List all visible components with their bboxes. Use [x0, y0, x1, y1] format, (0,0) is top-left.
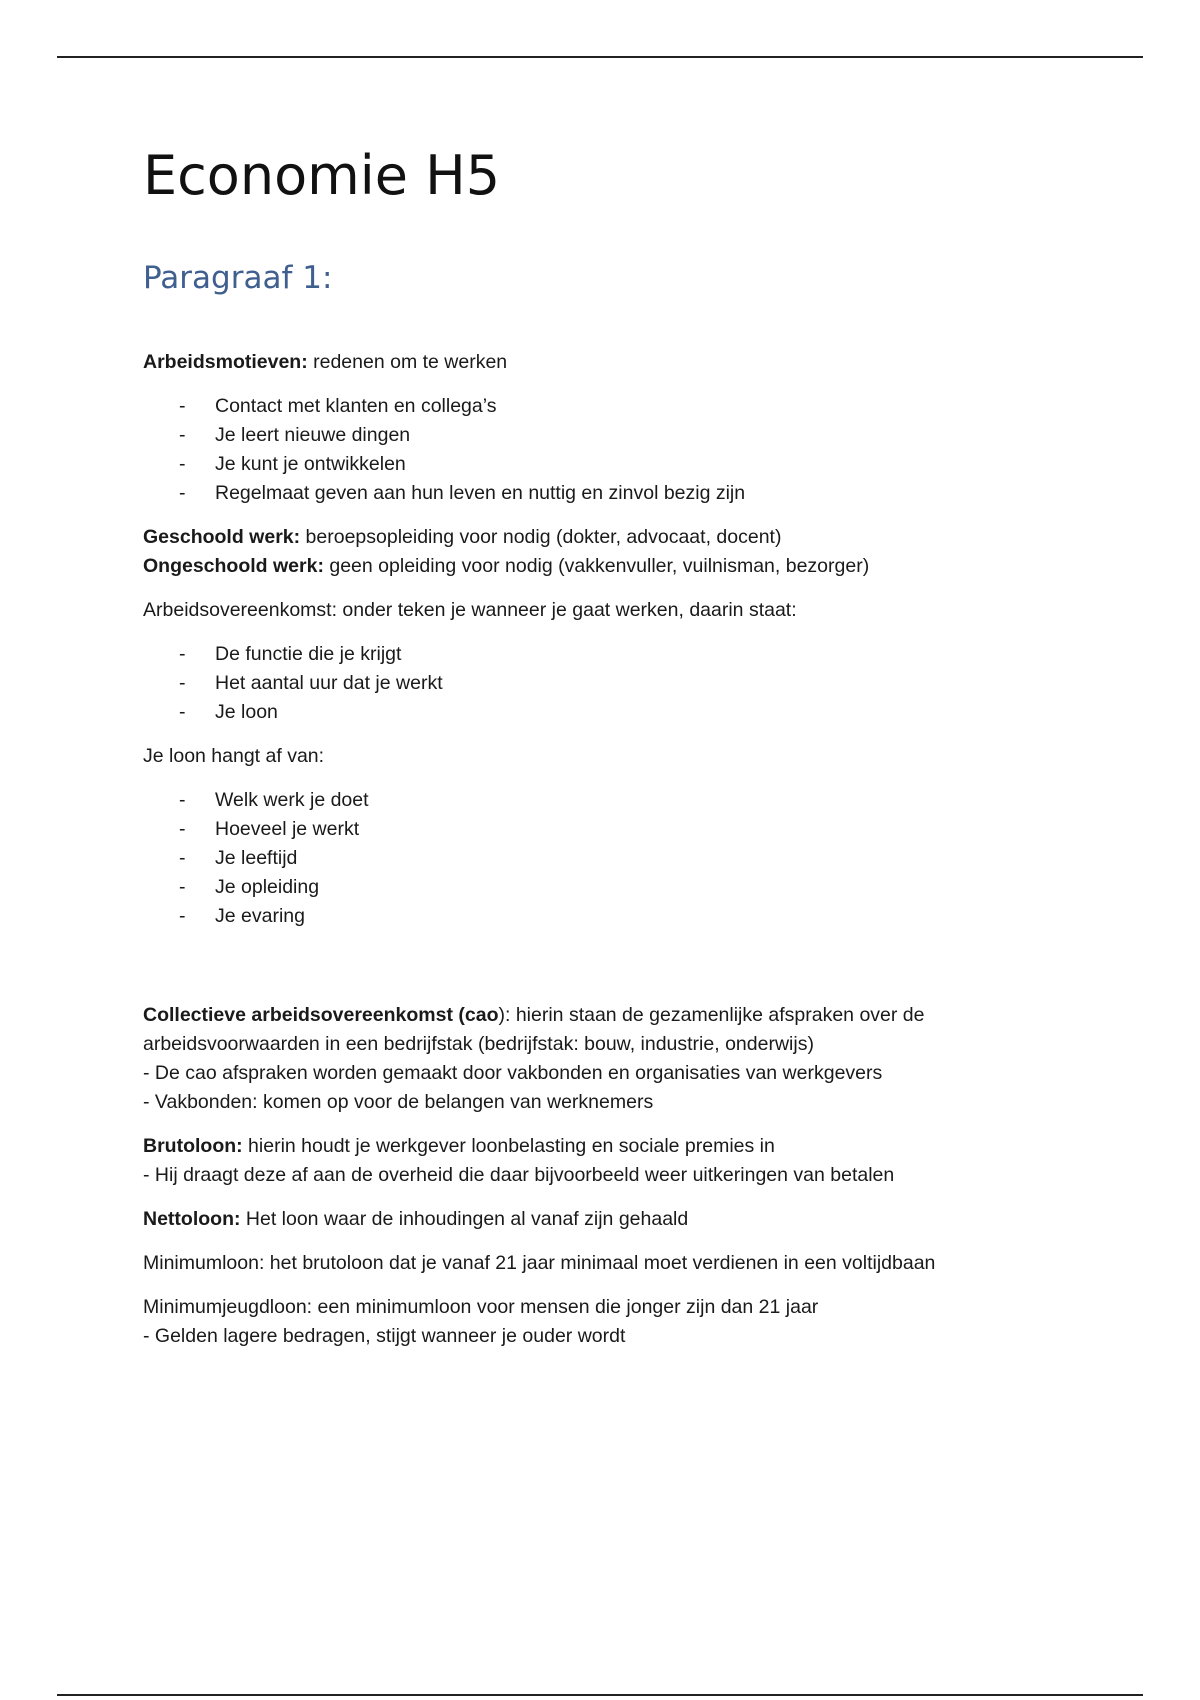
loon-list — [143, 786, 1043, 931]
bruto-paragraph — [143, 1132, 1043, 1161]
ongeschoold-text: geen opleiding voor nodig (vakkenvuller, vuilnisman, bezorger) — [323, 555, 870, 577]
minimumloon-paragraph: Minimumloon: het brutoloon dat je vanaf 21 jaar minimaal moet verdienen in een voltijdbaan — [143, 1252, 936, 1274]
loon-paragraph: Je loon hangt af van: — [143, 745, 325, 767]
motieven-text: redenen om te werken — [307, 351, 508, 373]
list-item: - Welk werk je doet — [143, 786, 1043, 815]
cao-term: Collectieve arbeidsovereenkomst (cao — [143, 1004, 499, 1026]
list-item: - Je leert nieuwe dingen — [143, 421, 1043, 450]
netto-paragraph — [143, 1205, 1043, 1234]
motieven-paragraph — [143, 348, 1043, 377]
cao-line-2: - Vakbonden: komen op voor de belangen van werknemers — [143, 1091, 654, 1113]
jeugd-paragraph: Minimumjeugdloon: een minimumloon voor mensen die jonger zijn dan 21 jaar — [143, 1296, 819, 1318]
list-item: - Het aantal uur dat je werkt — [143, 669, 1043, 698]
list-item: - De functie die je krijgt — [143, 640, 1043, 669]
document-body — [143, 348, 1043, 1351]
ongeschoold-term: Ongeschoold werk: — [143, 555, 324, 577]
cao-paragraph — [143, 1001, 1043, 1059]
section-heading: Paragraaf 1: — [143, 260, 333, 296]
bruto-line-1: - Hij draagt deze af aan de overheid die daar bijvoorbeeld weer uitkeringen van betalen — [143, 1164, 895, 1186]
list-item: - Je loon — [143, 698, 1043, 727]
netto-term: Nettoloon: — [143, 1208, 241, 1230]
document-title: Economie H5 — [143, 144, 501, 207]
list-item: - Contact met klanten en collega’s — [143, 392, 1043, 421]
cao-text: ): hierin staan de gezamenlijke afspraken over de arbeidsvoorwaarden in een bedrijfstak (bedrijfstak: bouw, industrie, onderwijs) — [143, 1004, 925, 1055]
list-item: - Je leeftijd — [143, 844, 1043, 873]
list-item: - Regelmaat geven aan hun leven en nuttig en zinvol bezig zijn — [143, 479, 1043, 508]
list-item: - Hoeveel je werkt — [143, 815, 1043, 844]
overeenkomst-paragraph: Arbeidsovereenkomst: onder teken je wanneer je gaat werken, daarin staat: — [143, 599, 797, 621]
ongeschoold-paragraph — [143, 552, 1043, 581]
jeugd-line-1: - Gelden lagere bedragen, stijgt wanneer je ouder wordt — [143, 1325, 626, 1347]
footer-rule — [57, 1694, 1143, 1696]
document-page — [143, 140, 1043, 1351]
cao-line-1: - De cao afspraken worden gemaakt door vakbonden en organisaties van werkgevers — [143, 1062, 883, 1084]
bruto-term: Brutoloon: — [143, 1135, 243, 1157]
netto-text: Het loon waar de inhoudingen al vanaf zijn gehaald — [240, 1208, 689, 1230]
geschoold-text: beroepsopleiding voor nodig (dokter, advocaat, docent) — [300, 526, 782, 548]
geschoold-paragraph — [143, 523, 1043, 552]
list-item: - Je kunt je ontwikkelen — [143, 450, 1043, 479]
list-item: - Je opleiding — [143, 873, 1043, 902]
list-item: - Je evaring — [143, 902, 1043, 931]
motieven-list — [143, 392, 1043, 508]
overeenkomst-list — [143, 640, 1043, 727]
header-rule — [57, 56, 1143, 58]
geschoold-term: Geschoold werk: — [143, 526, 301, 548]
motieven-term: Arbeidsmotieven: — [143, 351, 308, 373]
bruto-text: hierin houdt je werkgever loonbelasting en sociale premies in — [242, 1135, 775, 1157]
